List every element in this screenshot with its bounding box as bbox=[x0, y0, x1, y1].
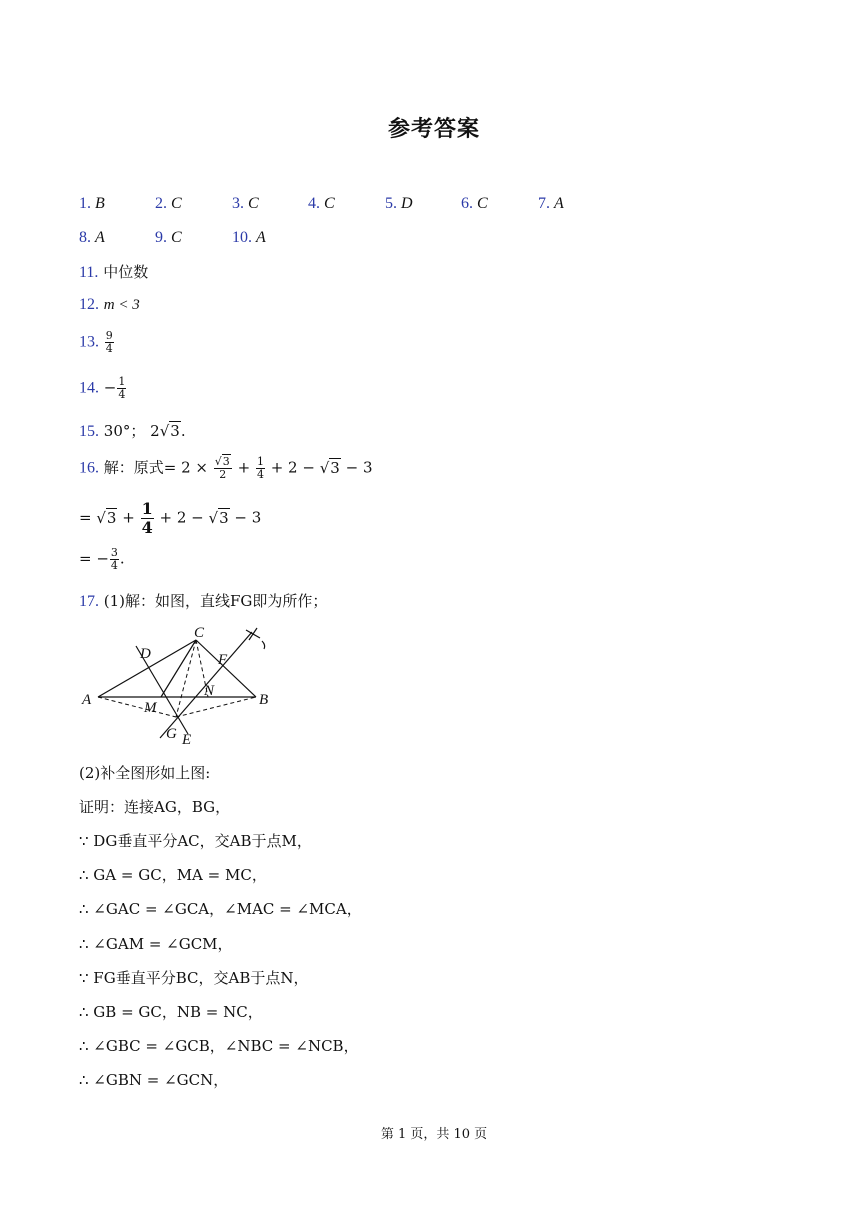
choice-letter: A bbox=[554, 195, 564, 212]
choice-letter: C bbox=[171, 195, 182, 212]
q11 bbox=[79, 261, 148, 282]
q12-number: 12. bbox=[79, 296, 99, 313]
q15-part2-coef: 2 bbox=[150, 422, 160, 440]
construction-mark bbox=[246, 628, 260, 640]
proof-line: ∴ ∠GAM = ∠GCM， bbox=[79, 935, 233, 953]
proof-line: (2)补全图形如上图: bbox=[79, 764, 211, 782]
q14-number: 14. bbox=[79, 379, 99, 397]
q16-line2-radicand2: 3 bbox=[219, 508, 229, 527]
q16-line3-end: . bbox=[119, 549, 125, 568]
dashed-AG bbox=[98, 697, 176, 717]
q16-line1 bbox=[79, 456, 373, 481]
choice-letter: C bbox=[324, 195, 335, 212]
proof-line: ∴ GB = GC，NB = NC， bbox=[79, 1003, 263, 1021]
q16-line2-radicand1: 3 bbox=[106, 508, 117, 527]
choice-number: 2. bbox=[155, 195, 171, 212]
choice-letter: C bbox=[248, 195, 259, 212]
q17-line1 bbox=[79, 590, 327, 611]
dashed-BG bbox=[176, 697, 256, 717]
q16-line2-plus: + bbox=[122, 508, 135, 527]
choice-answer bbox=[461, 193, 488, 213]
choice-answer bbox=[79, 193, 105, 213]
q16-line1-rest-a: + 2 − bbox=[270, 458, 315, 477]
geometry-figure bbox=[76, 622, 286, 750]
choice-answer bbox=[155, 227, 182, 247]
q16-line2-frac-num: 1 bbox=[141, 499, 153, 518]
q17-intro: (1)解：如图，直线FG即为所作； bbox=[103, 592, 328, 610]
label-A: A bbox=[82, 692, 92, 708]
q16-line1-frac2-num: 1 bbox=[256, 455, 264, 468]
q15-part1: 30°； bbox=[103, 422, 146, 440]
proof-line: 证明：连接AG，BG， bbox=[79, 798, 231, 816]
proof-line: ∴ ∠GAC = ∠GCA，∠MAC = ∠MCA， bbox=[79, 900, 362, 918]
choice-number: 7. bbox=[538, 195, 554, 212]
choice-number: 6. bbox=[461, 195, 477, 212]
q12 bbox=[79, 295, 140, 314]
label-F: F bbox=[218, 652, 228, 668]
choice-answer bbox=[232, 193, 259, 213]
q17-number: 17. bbox=[79, 593, 99, 610]
q13 bbox=[79, 330, 115, 355]
choice-number: 10. bbox=[232, 229, 256, 246]
q15-radicand: 3 bbox=[170, 422, 180, 440]
q14 bbox=[79, 376, 127, 401]
q13-numerator: 9 bbox=[105, 329, 113, 342]
q16-line1-frac2-den: 4 bbox=[256, 468, 264, 481]
q16-line2-prefix: = bbox=[79, 508, 92, 527]
label-G: G bbox=[166, 726, 177, 742]
segment-CM bbox=[161, 640, 196, 697]
choice-number: 3. bbox=[232, 195, 248, 212]
q16-line1-fraction1 bbox=[214, 456, 232, 481]
choice-number: 9. bbox=[155, 229, 171, 246]
q14-sign: − bbox=[103, 378, 117, 397]
choice-answer bbox=[308, 193, 335, 213]
q16-line1-plus: + bbox=[237, 458, 251, 477]
choice-answer bbox=[232, 227, 266, 247]
q12-answer: m < 3 bbox=[103, 297, 140, 313]
q16-line2-sqrt2: √3 bbox=[208, 508, 229, 527]
label-M: M bbox=[144, 700, 157, 716]
q16-line1-rest-b: − 3 bbox=[345, 458, 373, 477]
q16-line1-fraction2 bbox=[256, 456, 265, 481]
choice-letter: C bbox=[477, 195, 488, 212]
label-D: D bbox=[140, 646, 151, 662]
q16-line2-rest-b: − 3 bbox=[234, 508, 262, 527]
choice-letter: A bbox=[256, 229, 266, 246]
q16-line1-sqrt: √3 bbox=[319, 458, 340, 477]
dashed-CG bbox=[176, 640, 196, 717]
q16-line1-radicand: 3 bbox=[330, 458, 340, 477]
q13-denominator: 4 bbox=[105, 342, 113, 355]
q13-fraction bbox=[105, 330, 114, 355]
choice-letter: A bbox=[95, 229, 105, 246]
proof-line: ∵ DG垂直平分AC，交AB于点M， bbox=[79, 832, 312, 850]
q16-line2-rest-a: + 2 − bbox=[159, 508, 204, 527]
q11-number: 11. bbox=[79, 264, 99, 281]
choice-answer bbox=[385, 193, 413, 213]
choice-number: 5. bbox=[385, 195, 401, 212]
q14-numerator: 1 bbox=[118, 375, 126, 388]
choice-answer bbox=[155, 193, 182, 213]
q16-line1-frac1-radicand: 3 bbox=[222, 455, 230, 468]
proof-line: ∴ ∠GBC = ∠GCB，∠NBC = ∠NCB， bbox=[79, 1037, 359, 1055]
q15-end: . bbox=[180, 422, 186, 440]
q16-line3-prefix: = − bbox=[79, 549, 109, 568]
choice-letter: D bbox=[401, 195, 413, 212]
choice-letter: C bbox=[171, 229, 182, 246]
label-B: B bbox=[259, 692, 269, 708]
q15 bbox=[79, 420, 186, 441]
q16-number: 16. bbox=[79, 459, 99, 477]
choice-number: 1. bbox=[79, 195, 95, 212]
page-footer: 第 1 页，共 10 页 bbox=[380, 1127, 488, 1142]
label-C: C bbox=[194, 625, 205, 641]
q15-sqrt: √3 bbox=[159, 422, 180, 440]
q11-answer: 中位数 bbox=[103, 263, 149, 281]
q16-line2-sqrt1: √3 bbox=[96, 508, 117, 527]
page-title: 参考答案 bbox=[387, 116, 480, 142]
choice-letter: B bbox=[95, 195, 105, 212]
q16-line3-frac-num: 3 bbox=[110, 546, 118, 559]
q15-number: 15. bbox=[79, 423, 99, 440]
q16-line2 bbox=[79, 500, 261, 537]
proof-line: ∴ ∠GBN = ∠GCN， bbox=[79, 1071, 229, 1089]
label-N: N bbox=[204, 683, 215, 699]
choice-number: 4. bbox=[308, 195, 324, 212]
construction-arc bbox=[262, 641, 265, 649]
q16-line1-frac1-num: √3 bbox=[214, 455, 230, 468]
q16-line2-fraction bbox=[141, 500, 154, 537]
q16-line3-frac-den: 4 bbox=[110, 559, 118, 572]
label-E: E bbox=[182, 732, 192, 748]
proof-line: ∴ GA = GC，MA = MC， bbox=[79, 866, 267, 884]
q14-fraction bbox=[117, 376, 126, 401]
q16-line3 bbox=[79, 547, 125, 572]
q16-line2-frac-den: 4 bbox=[141, 518, 153, 537]
q13-number: 13. bbox=[79, 333, 99, 351]
q16-line3-fraction bbox=[110, 547, 119, 572]
choice-answer bbox=[79, 227, 105, 247]
q16-line1-prefix: 解：原式= 2 × bbox=[103, 458, 208, 477]
proof-line: ∵ FG垂直平分BC，交AB于点N， bbox=[79, 969, 309, 987]
q14-denominator: 4 bbox=[118, 388, 126, 401]
choice-number: 8. bbox=[79, 229, 95, 246]
q16-line1-frac1-den: 2 bbox=[219, 468, 227, 481]
choice-answer bbox=[538, 193, 564, 213]
